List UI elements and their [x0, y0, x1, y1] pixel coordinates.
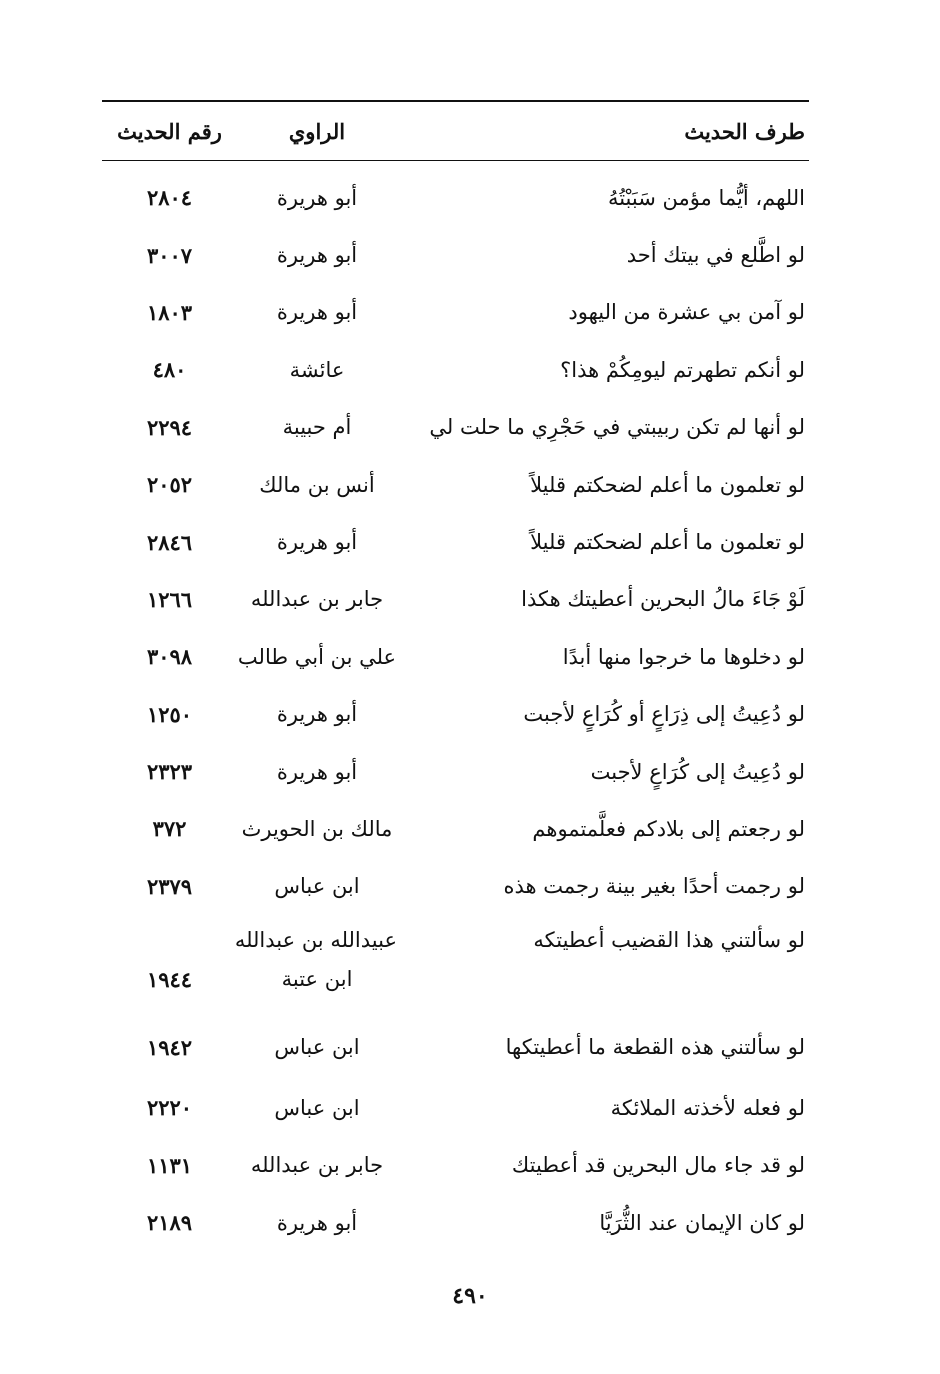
- hadith-text: لو رجمت أحدًا بغير بينة رجمت هذه: [503, 874, 805, 899]
- table-row: [102, 284, 809, 341]
- hadith-number: ٢٨٠٤: [146, 185, 193, 211]
- table-row: [102, 513, 809, 570]
- narrator-name: أبو هريرة: [276, 1210, 358, 1235]
- header-number: رقم الحديث: [117, 118, 222, 144]
- hadith-text: لو كان الإيمان عند الثُّرَيَّا: [599, 1210, 805, 1235]
- hadith-text: [397, 965, 809, 967]
- page-number: ٤٩٠: [452, 1283, 488, 1309]
- narrator-name: أبو هريرة: [276, 530, 358, 555]
- table-row: [102, 399, 809, 456]
- hadith-number: ٢٣٧٩: [146, 873, 193, 899]
- hadith-number: ٣٧٢: [152, 816, 187, 842]
- table-row: [102, 858, 809, 915]
- hadith-text: لو تعلمون ما أعلم لضحكتم قليلاً: [530, 472, 805, 497]
- hadith-number: ٢٠٥٢: [146, 472, 193, 498]
- table-row: [102, 800, 809, 857]
- hadith-number: ٢٢٢٠: [146, 1095, 193, 1121]
- hadith-number: ١٩٤٢: [146, 1034, 193, 1060]
- hadith-text: لو دُعِيتُ إلى ذِرَاعٍ أو كُرَاعٍ لأجبت: [523, 702, 805, 727]
- narrator-name: عائشة: [289, 357, 345, 382]
- hadith-text: لو فعله لأخذته الملائكة: [610, 1095, 805, 1120]
- table-row: [102, 686, 809, 743]
- narrator-name: ابن عباس: [274, 1095, 360, 1120]
- table-row: [102, 571, 809, 628]
- narrator-name: أبو هريرة: [276, 300, 358, 325]
- hadith-text: لو قد جاء مال البحرين قد أعطيتك: [511, 1153, 805, 1178]
- table-row: [102, 1015, 809, 1079]
- narrator-name: ابن عباس: [274, 874, 360, 899]
- hadith-number: ١٢٥٠: [146, 701, 193, 727]
- hadith-text: لَوْ جَاءَ مالُ البحرين أعطيتك هكذا: [521, 587, 805, 612]
- hadith-text: لو دخلوها ما خرجوا منها أبدًا: [562, 644, 805, 669]
- narrator-name: مالك بن الحويرث: [241, 816, 393, 841]
- table-row: [102, 1079, 809, 1136]
- table-row: [102, 1136, 809, 1193]
- hadith-text: لو رجعتم إلى بلادكم فعلَّمتموهم: [532, 816, 805, 841]
- hadith-number: ٢٢٩٤: [146, 414, 193, 440]
- header-hadith: طرف الحديث: [684, 118, 805, 144]
- narrator-name: علي بن أبي طالب: [237, 644, 397, 669]
- table-row: [102, 226, 809, 283]
- hadith-text: لو اطَّلع في بيتك أحد: [626, 243, 805, 268]
- narrator-name: ابن عتبة: [281, 967, 353, 992]
- hadith-text: لو دُعِيتُ إلى كُرَاعٍ لأجبت: [590, 759, 805, 784]
- hadith-number: ١١٣١: [146, 1152, 193, 1178]
- hadith-number: ٣٠٠٧: [146, 242, 193, 268]
- hadith-text: اللهم، أيُّما مؤمن سَبَبْتُهُ: [607, 185, 805, 210]
- narrator-name: عبيدالله بن عبدالله: [234, 928, 397, 953]
- narrator-name: جابر بن عبدالله: [250, 1153, 384, 1178]
- hadith-text: لو أنها لم تكن ربيبتي في حَجْرِي ما حلت لي: [429, 415, 805, 440]
- table-row: [102, 1194, 809, 1251]
- table-row: [102, 169, 809, 226]
- hadith-text: لو آمن بي عشرة من اليهود: [568, 300, 805, 325]
- hadith-number: ٢٨٤٦: [146, 529, 193, 555]
- narrator-name: أم حبيبة: [282, 415, 352, 440]
- hadith-number: ١٩٤٤: [146, 967, 193, 993]
- narrator-name: جابر بن عبدالله: [250, 587, 384, 612]
- table-body: [102, 161, 809, 1251]
- hadith-number: ٢٣٢٣: [146, 759, 193, 785]
- table-row: [102, 341, 809, 398]
- hadith-number: ٣٠٩٨: [146, 644, 193, 670]
- table-row: [102, 743, 809, 800]
- hadith-text: لو سألتني هذا القضيب أعطيتكه: [533, 928, 805, 953]
- narrator-name: أنس بن مالك: [259, 472, 375, 497]
- table-row: [102, 628, 809, 685]
- narrator-name: أبو هريرة: [276, 759, 358, 784]
- hadith-number: ١٨٠٣: [146, 299, 193, 325]
- table-row: [102, 456, 809, 513]
- table-row: [102, 915, 809, 965]
- hadith-text: لو سألتني هذه القطعة ما أعطيتكها: [505, 1035, 805, 1060]
- narrator-name: أبو هريرة: [276, 702, 358, 727]
- table-header: [102, 102, 809, 160]
- table-row: [102, 965, 809, 1015]
- narrator-name: ابن عباس: [274, 1035, 360, 1060]
- hadith-number: ٢١٨٩: [146, 1210, 193, 1236]
- hadith-number: ١٢٦٦: [146, 586, 193, 612]
- narrator-name: أبو هريرة: [276, 243, 358, 268]
- narrator-name: أبو هريرة: [276, 185, 358, 210]
- hadith-text: لو تعلمون ما أعلم لضحكتم قليلاً: [530, 530, 805, 555]
- header-narrator: الراوي: [288, 118, 346, 144]
- hadith-text: لو أنكم تطهرتم ليومِكُمْ هذا؟: [560, 357, 805, 382]
- hadith-index-table: [102, 100, 809, 1251]
- hadith-number: ٤٨٠: [152, 357, 187, 383]
